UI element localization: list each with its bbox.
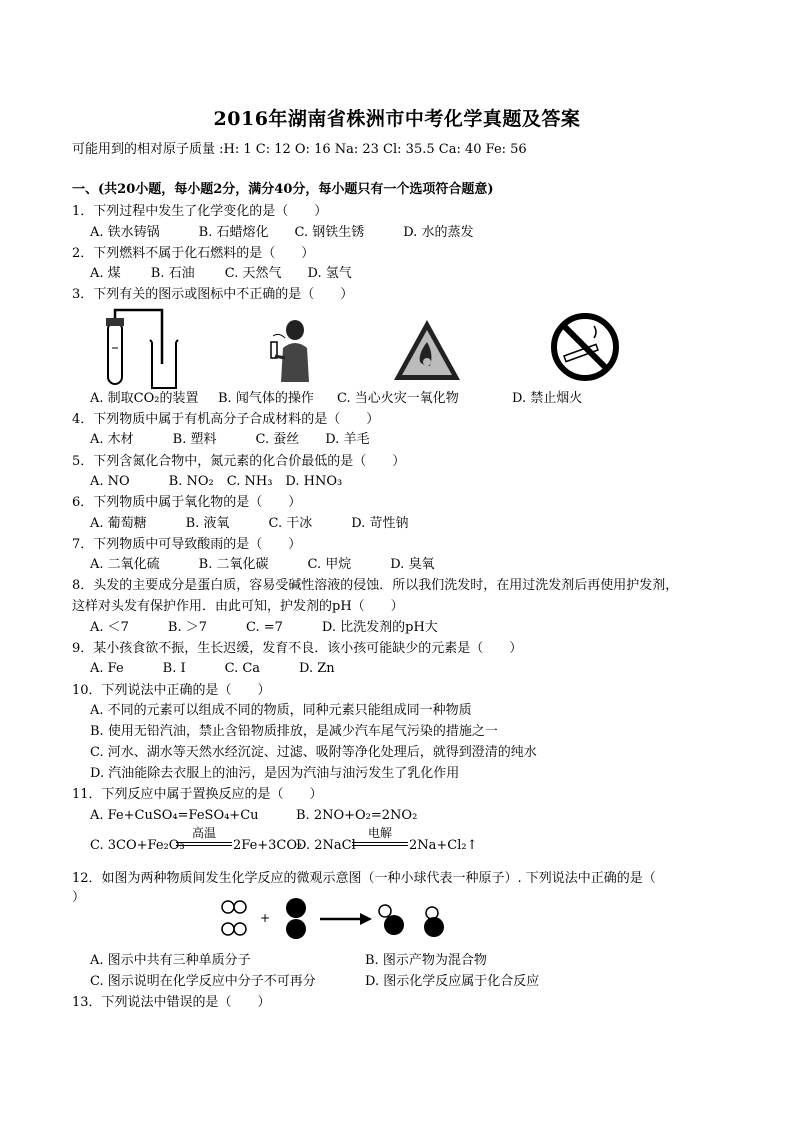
question-10-option-b: B. 使用无铅汽油，禁止含铅物质排放，是减少汽车尾气污染的措施之一 [90, 724, 498, 739]
question-12-option-c: C. 图示说明在化学反应中分子不可再分 [90, 974, 316, 989]
question-7-options: A. 二氧化硫 B. 二氧化碳 C. 甲烷 D. 臭氧 [90, 557, 435, 572]
question-12-option-b: B. 图示产物为混合物 [365, 953, 487, 968]
question-3-option-c: C. 当心火灾一氧化物 [337, 391, 459, 406]
equation-line-d-bottom [352, 845, 408, 846]
question-10-option-c: C. 河水、湖水等天然水经沉淀、过滤、吸附等净化处理后，就得到澄清的纯水 [90, 745, 537, 760]
question-11-option-b: B. 2NO+O₂=2NO₂ [296, 808, 418, 823]
no-smoking-icon [550, 312, 620, 382]
question-8-line-2: 这样对头发有保护作用．由此可知，护发剂的pH（ ） [72, 599, 404, 614]
question-11-option-c-left: C. 3CO+Fe₂O₃ [90, 838, 185, 853]
smell-gas-figure [265, 318, 315, 382]
question-10-option-d: D. 汽油能除去衣服上的油污，是因为汽油与油污发生了乳化作用 [90, 766, 460, 781]
equation-line-d-top [352, 842, 408, 843]
question-8-options: A. ＜7 B. ＞7 C. =7 D. 比洗发剂的pH大 [90, 620, 438, 635]
question-1-options: A. 铁水铸锅 B. 石蜡熔化 C. 钢铁生锈 D. 水的蒸发 [90, 225, 474, 240]
svg-text:+: + [260, 911, 271, 925]
question-9-options: A. Fe B. I C. Ca D. Zn [90, 661, 335, 676]
question-12-option-a: A. 图示中共有三种单质分子 [90, 953, 251, 968]
question-2: 2．下列燃料不属于化石燃料的是（ ） [72, 246, 315, 261]
question-11-option-c-right: 2Fe+3CO₂ [233, 838, 303, 853]
reaction-micro-diagram [214, 895, 474, 945]
question-6-options: A. 葡萄糖 B. 液氧 C. 干冰 D. 苛性钠 [90, 516, 409, 531]
page-title: 2016年湖南省株洲市中考化学真题及答案 [213, 108, 581, 130]
question-6: 6．下列物质中属于氧化物的是（ ） [72, 495, 302, 510]
fire-warning-icon [392, 318, 462, 382]
question-11-option-c-condition: 高温 [191, 826, 216, 840]
question-3: 3．下列有关的图示或图标中不正确的是（ ） [72, 287, 354, 302]
question-11: 11．下列反应中属于置换反应的是（ ） [72, 787, 323, 802]
question-3-option-b: B. 闻气体的操作 [218, 391, 314, 406]
question-11-option-d-left: D. 2NaCl [296, 838, 356, 853]
question-5: 5．下列含氮化合物中，氮元素的化合价最低的是（ ） [72, 454, 406, 469]
question-11-option-d-right: 2Na+Cl₂↑ [409, 838, 478, 853]
question-7: 7．下列物质中可导致酸雨的是（ ） [72, 537, 302, 552]
question-1: 1．下列过程中发生了化学变化的是（ ） [72, 204, 328, 219]
question-2-options: A. 煤 B. 石油 C. 天然气 D. 氢气 [90, 266, 352, 281]
section-heading: 一、(共20小题，每小题2分，满分40分，每小题只有一个选项符合题意) [72, 182, 494, 197]
question-4: 4．下列物质中属于有机高分子合成材料的是（ ） [72, 412, 380, 427]
atomic-masses: 可能用到的相对原子质量 :H: 1 C: 12 O: 16 Na: 23 Cl: 35.5 Ca: 40 Fe: 56 [72, 142, 527, 157]
equation-line-c-top [176, 842, 232, 843]
question-3-figures [90, 308, 690, 388]
question-8-line-1: 8．头发的主要成分是蛋白质，容易受碱性溶液的侵蚀．所以我们洗发时，在用过洗发剂后再使用护发剂， [72, 578, 679, 593]
equation-line-c-bottom [176, 845, 232, 846]
question-3-option-a: A. 制取CO₂的装置 [90, 391, 199, 406]
question-4-options: A. 木材 B. 塑料 C. 蚕丝 D. 羊毛 [90, 432, 370, 447]
question-9: 9．某小孩食欲不振，生长迟缓，发育不良．该小孩可能缺少的元素是（ ） [72, 641, 523, 656]
question-10-option-a: A. 不同的元素可以组成不同的物质，同种元素只能组成同一种物质 [90, 703, 472, 718]
question-12-line-2: ） [72, 890, 86, 905]
question-12-line-1: 12．如图为两种物质间发生化学反应的微观示意图（一种小球代表一种原子）. 下列说法中正确的是（ [72, 871, 656, 886]
question-11-option-a: A. Fe+CuSO₄=FeSO₄+Cu [90, 808, 259, 823]
question-11-option-d-condition: 电解 [367, 826, 392, 840]
question-10: 10．下列说法中正确的是（ ） [72, 683, 271, 698]
question-3-option-d: D. 禁止烟火 [512, 391, 583, 406]
question-12-option-d: D. 图示化学反应属于化合反应 [365, 974, 540, 989]
question-5-options: A. NO B. NO₂ C. NH₃ D. HNO₃ [90, 474, 343, 489]
co2-apparatus-figure [102, 308, 182, 390]
question-13: 13．下列说法中错误的是（ ） [72, 995, 271, 1010]
